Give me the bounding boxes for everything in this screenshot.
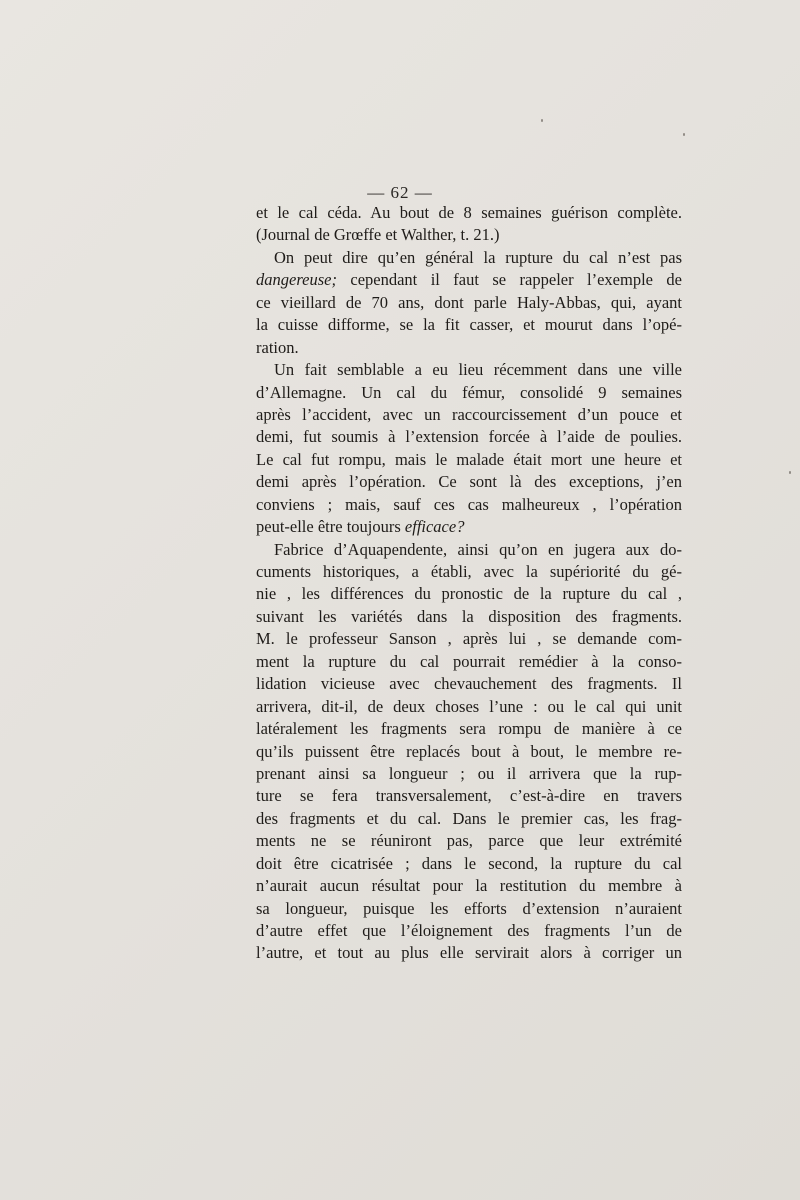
text-line: qu’ils puissent être replacés bout à bout, le membre re- <box>256 741 682 761</box>
italic-emphasis: dangereuse; <box>256 270 337 290</box>
text-line: ture se fera transversalement, c’est-à-dire en travers <box>256 786 682 806</box>
text-line: demi après l’opération. Ce sont là des exceptions, j’en <box>256 472 682 492</box>
text-line: ments ne se réuniront pas, parce que leur extrémité <box>256 831 682 851</box>
paper-speck <box>683 133 685 136</box>
text-line: n’aurait aucun résultat pour la restitution du membre à <box>256 876 682 896</box>
text-line <box>256 516 682 538</box>
text-line <box>256 269 682 291</box>
text-line: et le cal céda. Au bout de 8 semaines guérison complète. <box>256 203 682 222</box>
text-line: l’autre, et tout au plus elle servirait alors à corriger un <box>256 943 682 963</box>
text-line: suivant les variétés dans la disposition des fragments. <box>256 606 682 626</box>
text-line: doit être cicatrisée ; dans le second, la rupture du cal <box>256 853 682 873</box>
text-line: M. le professeur Sanson , après lui , se demande com- <box>256 629 682 649</box>
paper-speck <box>789 471 791 474</box>
text-line: sa longueur, puisque les efforts d’extension n’auraient <box>256 898 682 918</box>
text-segment: cependant il faut se rappeler l’exemple de <box>336 270 682 290</box>
text-line: prenant ainsi sa longueur ; ou il arrivera que la rup- <box>256 763 682 783</box>
text-line: la cuisse difforme, se la fit casser, et mourut dans l’opé- <box>256 315 682 335</box>
text-segment: peut-elle être toujours <box>256 517 405 537</box>
page-number: — 62 — <box>367 183 433 202</box>
text-line: Un fait semblable a eu lieu récemment dans une ville <box>274 360 682 380</box>
text-line: On peut dire qu’en général la rupture du cal n’est pas <box>274 247 682 267</box>
text-line: conviens ; mais, sauf ces cas malheureux , l’opération <box>256 494 682 514</box>
text-line: arrivera, dit-il, de deux choses l’une : ou le cal qui unit <box>256 696 682 716</box>
text-line: Fabrice d’Aquapendente, ainsi qu’on en jugera aux do- <box>274 539 682 559</box>
text-line: latéralement les fragments sera rompu de manière à ce <box>256 719 682 739</box>
text-line: (Journal de Grœffe et Walther, t. 21.) <box>256 225 500 245</box>
body-text <box>256 202 682 965</box>
text-line: d’Allemagne. Un cal du fémur, consolidé 9 semaines <box>256 382 682 402</box>
text-line: ration. <box>256 337 299 357</box>
paper-speck <box>541 119 543 122</box>
text-line: cuments historiques, a établi, avec la supériorité du gé- <box>256 562 682 581</box>
text-line: lidation vicieuse avec chevauchement des fragments. Il <box>256 674 682 694</box>
text-line: des fragments et du cal. Dans le premier cas, les frag- <box>256 808 682 828</box>
text-line: ce vieillard de 70 ans, dont parle Haly-Abbas, qui, ayant <box>256 292 682 312</box>
text-line: ment la rupture du cal pourrait remédier à la conso- <box>256 651 682 671</box>
text-line: demi, fut soumis à l’extension forcée à l’aide de poulies. <box>256 427 682 447</box>
text-line: nie , les différences du pronostic de la rupture du cal , <box>256 584 682 604</box>
italic-emphasis: efficace? <box>404 517 465 537</box>
text-line: d’autre effet que l’éloignement des fragments l’un de <box>256 921 682 940</box>
text-line: Le cal fut rompu, mais le malade était mort une heure et <box>256 449 682 469</box>
text-line: après l’accident, avec un raccourcissement d’un pouce et <box>256 404 682 424</box>
